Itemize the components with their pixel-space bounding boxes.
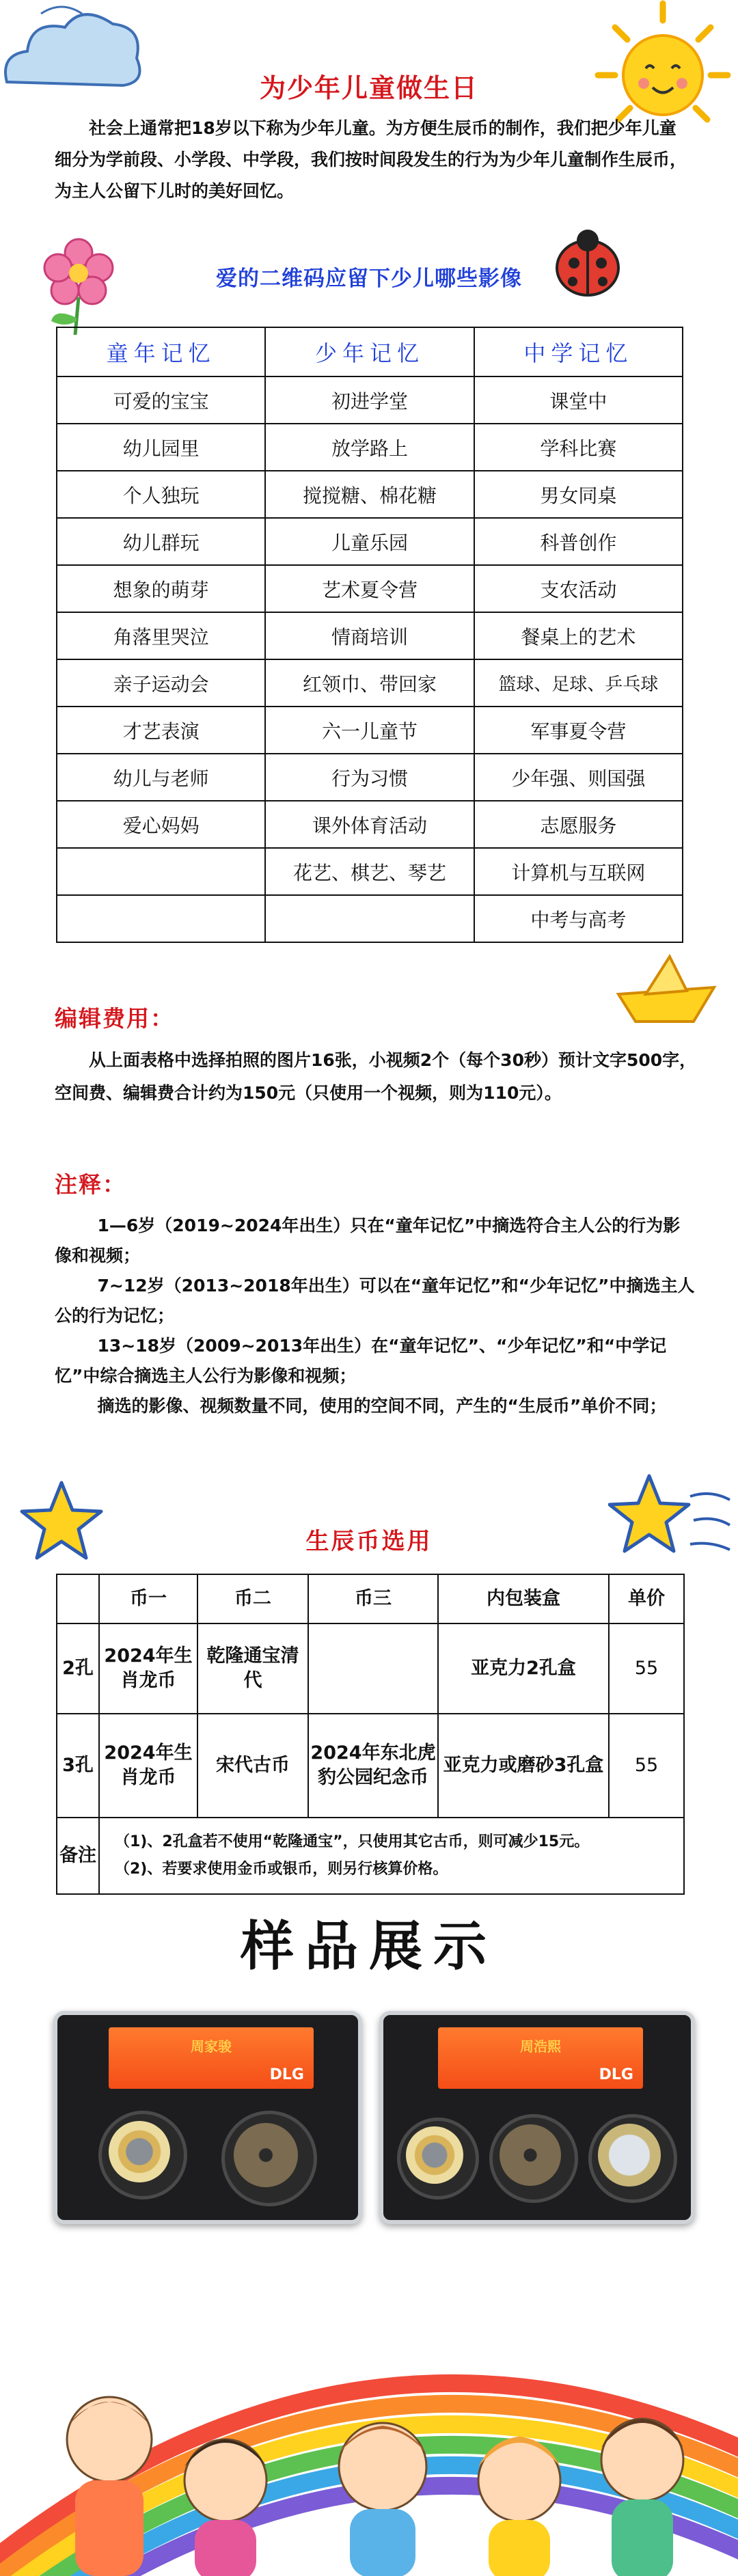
column-header-blank <box>57 1574 99 1623</box>
dragon-coin-icon <box>109 2121 170 2182</box>
page-title: 为少年儿童做生日 <box>259 73 478 103</box>
table-cell: 幼儿园里 <box>57 424 265 471</box>
table-cell: 亚克力或磨砂3孔盒 <box>438 1714 609 1818</box>
column-header-price: 单价 <box>609 1574 684 1623</box>
table-cell: 少年强、则国强 <box>474 754 683 801</box>
table-cell: 计算机与互联网 <box>474 848 683 895</box>
table-row <box>57 518 683 565</box>
table-cell: 想象的萌芽 <box>57 565 265 612</box>
intro-text: 社会上通常把18岁以下称为少年儿童。为方便生辰币的制作，我们把少年儿童细分为学前段、小学段、中学段，我们按时间段发生的行为为少年儿童制作生辰币，为主人公留下儿时的美好回忆。 <box>55 118 687 201</box>
case-label-name: 周家骏 <box>191 2038 232 2055</box>
table-cell: 初进学堂 <box>265 376 474 424</box>
table-cell: 花艺、棋艺、琴艺 <box>265 848 474 895</box>
table-cell: 篮球、足球、乒乓球 <box>474 659 683 707</box>
table-cell: 支农活动 <box>474 565 683 612</box>
case-brand: DLG <box>269 2066 304 2083</box>
table-row <box>57 424 683 471</box>
table-row <box>57 471 683 518</box>
table-cell: 行为习惯 <box>265 754 474 801</box>
table-cell: 2024年生肖龙币 <box>99 1623 197 1714</box>
case-label <box>438 2027 643 2089</box>
price-cell: 55 <box>609 1623 684 1714</box>
table-cell: 儿童乐园 <box>265 518 474 565</box>
table-cell: 红领巾、带回家 <box>265 659 474 707</box>
table-row <box>57 659 683 707</box>
table-row <box>57 801 683 848</box>
row-label: 3孔 <box>57 1714 99 1818</box>
sample-case-3-hole <box>379 2011 695 2224</box>
remark-item: （2)、若要求使用金币或银币，则另行核算价格。 <box>115 1861 448 1878</box>
table-cell: 才艺表演 <box>57 707 265 754</box>
table-cell: 幼儿群玩 <box>57 518 265 565</box>
table-cell: 角落里哭泣 <box>57 612 265 659</box>
dragon-coin-icon <box>406 2126 463 2184</box>
case-label <box>109 2027 314 2089</box>
note-item: 13~18岁（2009~2013年出生）在“童年记忆”、“少年记忆”和“中学记忆”中综合摘选主人公行为影像和视频； <box>55 1336 667 1386</box>
column-header-coin3: 币三 <box>308 1574 438 1623</box>
table-row <box>57 1623 684 1714</box>
case-label-name: 周浩熙 <box>520 2038 561 2055</box>
table-cell: 放学路上 <box>265 424 474 471</box>
table-cell: 中考与高考 <box>474 895 683 942</box>
remarks-cell <box>99 1818 684 1894</box>
column-header-middle-school: 中学记忆 <box>474 327 683 376</box>
table-cell: 情商培训 <box>265 612 474 659</box>
table-row <box>57 1714 684 1818</box>
table-row <box>57 612 683 659</box>
table-cell: 学科比赛 <box>474 424 683 471</box>
qr-section-heading: 爱的二维码应留下少儿哪些影像 <box>216 266 522 291</box>
table-cell: 幼儿与老师 <box>57 754 265 801</box>
table-cell: 个人独玩 <box>57 471 265 518</box>
row-label: 2孔 <box>57 1623 99 1714</box>
column-header-box: 内包装盒 <box>438 1574 609 1623</box>
note-item: 摘选的影像、视频数量不同，使用的空间不同，产生的“生辰币”单价不同； <box>97 1396 667 1416</box>
table-cell: 2024年东北虎豹公园纪念币 <box>308 1714 438 1818</box>
notes-body <box>55 1211 697 1421</box>
table-cell: 六一儿童节 <box>265 707 474 754</box>
table-cell: 爱心妈妈 <box>57 801 265 848</box>
case-brand: DLG <box>599 2066 633 2083</box>
table-cell <box>265 895 474 942</box>
table-cell: 军事夏令营 <box>474 707 683 754</box>
remark-item: （1)、2孔盒若不使用“乾隆通宝”，只使用其它古币，则可减少15元。 <box>115 1833 590 1850</box>
note-item: 7~12岁（2013~2018年出生）可以在“童年记忆”和“少年记忆”中摘选主人公的行为记忆； <box>55 1276 695 1326</box>
sample-case-2-hole <box>53 2011 362 2224</box>
table-row <box>57 376 683 424</box>
fee-text: 从上面表格中选择拍照的图片16张，小视频2个（每个30秒）预计文字500字，空间费、编辑费合计约为150元（只使用一个视频，则为110元）。 <box>55 1050 697 1103</box>
table-cell <box>57 848 265 895</box>
table-cell: 亚克力2孔盒 <box>438 1623 609 1714</box>
row-label: 备注 <box>57 1818 99 1894</box>
notes-heading: 注释： <box>55 1171 126 1198</box>
table-cell: 亲子运动会 <box>57 659 265 707</box>
table-row <box>57 707 683 754</box>
table-row <box>57 1818 684 1894</box>
table-row <box>57 848 683 895</box>
rainbow-children-illustration <box>0 2234 738 2576</box>
table-cell: 2024年生肖龙币 <box>99 1714 197 1818</box>
table-cell: 乾隆通宝清代 <box>197 1623 308 1714</box>
table-cell: 可爱的宝宝 <box>57 376 265 424</box>
table-cell: 科普创作 <box>474 518 683 565</box>
table-row <box>57 895 683 942</box>
table-cell: 课外体育活动 <box>265 801 474 848</box>
ancient-coin-icon <box>234 2123 298 2187</box>
table-row <box>57 565 683 612</box>
coin-table <box>56 1574 685 1895</box>
column-header-coin2: 币二 <box>197 1574 308 1623</box>
table-cell: 餐桌上的艺术 <box>474 612 683 659</box>
column-header-youth: 少年记忆 <box>265 327 474 376</box>
note-item: 1—6岁（2019~2024年出生）只在“童年记忆”中摘选符合主人公的行为影像和视频； <box>55 1216 681 1265</box>
table-cell: 搅搅糖、棉花糖 <box>265 471 474 518</box>
column-header-childhood: 童年记忆 <box>57 327 265 376</box>
table-cell: 课堂中 <box>474 376 683 424</box>
table-cell: 志愿服务 <box>474 801 683 848</box>
table-cell: 宋代古币 <box>197 1714 308 1818</box>
table-cell: 艺术夏令营 <box>265 565 474 612</box>
tiger-leopard-coin-icon <box>598 2124 661 2187</box>
price-cell: 55 <box>609 1714 684 1818</box>
memory-table <box>56 327 683 943</box>
sample-heading: 样品展示 <box>240 1916 497 1977</box>
table-cell <box>308 1623 438 1714</box>
paper-boat-icon <box>612 953 721 1028</box>
coin-selection-heading: 生辰币选用 <box>305 1528 433 1555</box>
table-cell: 男女同桌 <box>474 471 683 518</box>
memory-table-header <box>57 327 683 376</box>
coin-table-header <box>57 1574 684 1623</box>
star-icon-right <box>608 1469 731 1572</box>
fee-heading: 编辑费用： <box>55 1005 174 1032</box>
table-row <box>57 754 683 801</box>
ancient-coin-icon <box>500 2124 561 2186</box>
table-cell <box>57 895 265 942</box>
column-header-coin1: 币一 <box>99 1574 197 1623</box>
